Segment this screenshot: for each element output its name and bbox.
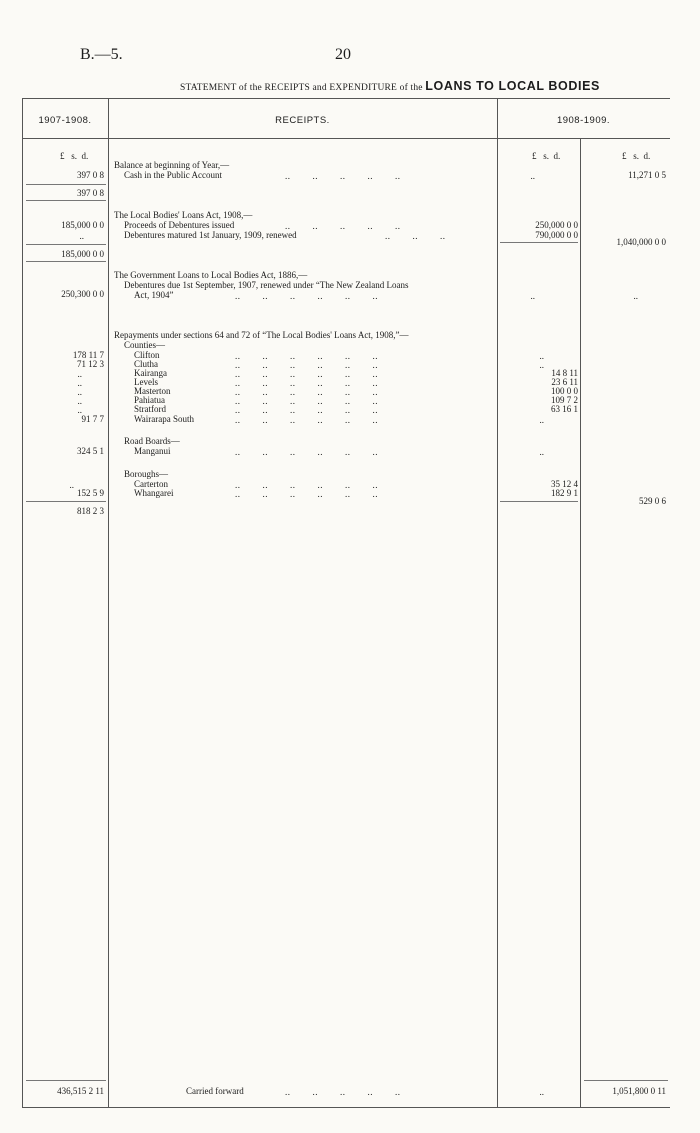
leader-dots: .. .. .. .. .. [285, 221, 401, 231]
carried-forward-right-amount: 1,051,800 0 11 [612, 1086, 666, 1096]
lsd-heading-right: £ s. d. [622, 151, 651, 161]
column-heading-1908: 1908-1909. [556, 115, 611, 126]
column-heading-receipts: RECEIPTS. [275, 115, 330, 126]
county-left-amount: .. [77, 369, 82, 379]
leader-dots: .. .. .. .. .. .. [235, 480, 378, 490]
county-mid-amount: 100 0 0 [551, 386, 578, 396]
total-rule [26, 1080, 106, 1081]
col-divider-2 [497, 98, 498, 1108]
county-left-amount: .. [77, 378, 82, 388]
govt-act-line1: Debentures due 1st September, 1907, renewed under “The New Zealand Loans [124, 280, 409, 290]
subtotal-rule [26, 261, 106, 262]
column-heading-1907: 1907-1908. [38, 115, 92, 126]
borough-name: Whangarei [134, 488, 174, 498]
lsd-heading-left: £ s. d. [60, 151, 89, 161]
county-left-amount: 91 7 7 [81, 414, 104, 424]
balance-line: Cash in the Public Account [124, 170, 222, 180]
county-mid-amount: .. [539, 415, 544, 425]
carried-forward-mid-amount: .. [539, 1087, 544, 1097]
loans-act-left-total: 185,000 0 0 [61, 249, 104, 259]
table-top-border [22, 98, 670, 99]
govt-act-right-amount: .. [633, 291, 638, 301]
county-mid-amount: 63 16 1 [551, 404, 578, 414]
document-reference: B.—5. [80, 46, 123, 63]
county-left-amount: .. [77, 387, 82, 397]
govt-act-left-amount: 250,300 0 0 [61, 289, 104, 299]
govt-act-line2: Act, 1904” [134, 290, 174, 300]
repayments-heading: Repayments under sections 64 and 72 of “The Local Bodies' Loans Act, 1908,”— [114, 330, 409, 340]
statement-title [180, 79, 600, 93]
boroughs-heading: Boroughs— [124, 469, 169, 479]
title-main: LOANS TO LOCAL BODIES [425, 79, 600, 93]
leader-dots: .. .. .. .. .. .. [235, 447, 378, 457]
leader-dots: .. .. .. .. .. .. [235, 405, 378, 415]
balance-heading: Balance at beginning of Year,— [114, 160, 230, 170]
leader-dots: .. .. .. .. .. .. [235, 291, 378, 301]
subtotal-rule [26, 200, 106, 201]
col-divider-1 [108, 98, 109, 1108]
county-left-amount: .. [77, 396, 82, 406]
loans-act-mid-amount2: 790,000 0 0 [535, 230, 578, 240]
borough-left-amount: .. [69, 480, 74, 490]
loans-act-right-amount: 1,040,000 0 0 [616, 237, 666, 247]
balance-right-amount: 11,271 0 5 [628, 170, 666, 180]
county-name: Clutha [134, 359, 158, 369]
county-name: Stratford [134, 404, 166, 414]
leader-dots: .. .. .. .. .. .. [235, 369, 378, 379]
county-name: Wairarapa South [134, 414, 195, 424]
leader-dots: .. .. .. .. .. .. [235, 378, 378, 388]
county-name: Levels [134, 377, 158, 387]
county-name: Pahiatua [134, 395, 165, 405]
county-mid-amount: 14 8 11 [551, 368, 578, 378]
road-board-mid-amount: .. [539, 447, 544, 457]
balance-left-total: 397 0 8 [77, 188, 104, 198]
subtotal-rule [26, 501, 106, 502]
leader-dots: .. .. .. .. .. .. [235, 396, 378, 406]
carried-forward-left-amount: 436,515 2 11 [57, 1086, 104, 1096]
counties-heading: Counties— [124, 340, 166, 350]
borough-left-amount: 152 5 9 [77, 488, 104, 498]
table-bottom-border [22, 1107, 670, 1108]
borough-mid-amount: 35 12 4 [551, 479, 578, 489]
leader-dots: .. .. .. [385, 231, 446, 241]
borough-name: Carterton [134, 479, 168, 489]
leader-dots: .. .. .. .. .. .. [235, 415, 378, 425]
balance-mid-amount: .. [530, 171, 535, 181]
county-left-amount: 71 12 3 [77, 359, 104, 369]
govt-act-mid-amount: .. [530, 291, 535, 301]
leader-dots: .. .. .. .. .. .. [235, 387, 378, 397]
borough-mid-amount: 182 9 1 [551, 488, 578, 498]
subtotal-rule [26, 244, 106, 245]
county-left-amount: .. [77, 405, 82, 415]
loans-act-line1: Proceeds of Debentures issued [124, 220, 235, 230]
loans-act-mid-amount1: 250,000 0 0 [535, 220, 578, 230]
repayments-right-amount: 529 0 6 [639, 496, 666, 506]
header-bottom-border [22, 138, 670, 139]
leader-dots: .. .. .. .. .. .. [235, 360, 378, 370]
road-board-left-amount: 324 5 1 [77, 446, 104, 456]
page-number: 20 [335, 46, 351, 63]
title-prefix: STATEMENT of the RECEIPTS and EXPENDITURE of the [180, 83, 423, 93]
county-mid-amount: 109 7 2 [551, 395, 578, 405]
county-name: Clifton [134, 350, 160, 360]
total-rule [584, 1080, 668, 1081]
col-divider-3 [580, 138, 581, 1108]
county-mid-amount: 23 6 11 [551, 377, 578, 387]
loans-act-left-amount2: .. [79, 231, 84, 241]
carried-forward-label: Carried forward [186, 1086, 244, 1096]
subtotal-rule [26, 184, 106, 185]
county-left-amount: 178 11 7 [72, 350, 104, 360]
road-boards-heading: Road Boards— [124, 436, 180, 446]
repayments-left-total: 818 2 3 [77, 506, 104, 516]
leader-dots: .. .. .. .. .. [285, 171, 401, 181]
road-board-name: Manganui [134, 446, 171, 456]
county-mid-amount: .. [539, 360, 544, 370]
govt-act-heading: The Government Loans to Local Bodies Act, 1886,— [114, 270, 308, 280]
county-name: Masterton [134, 386, 171, 396]
loans-act-heading: The Local Bodies' Loans Act, 1908,— [114, 210, 253, 220]
loans-act-line2: Debentures matured 1st January, 1909, renewed [124, 230, 297, 240]
leader-dots: .. .. .. .. .. .. [235, 489, 378, 499]
lsd-heading-mid: £ s. d. [532, 151, 561, 161]
balance-left-amount: 397 0 8 [77, 170, 104, 180]
county-name: Kairanga [134, 368, 167, 378]
leader-dots: .. .. .. .. .. [285, 1087, 401, 1097]
county-mid-amount: .. [539, 351, 544, 361]
leader-dots: .. .. .. .. .. .. [235, 351, 378, 361]
loans-act-left-amount1: 185,000 0 0 [61, 220, 104, 230]
